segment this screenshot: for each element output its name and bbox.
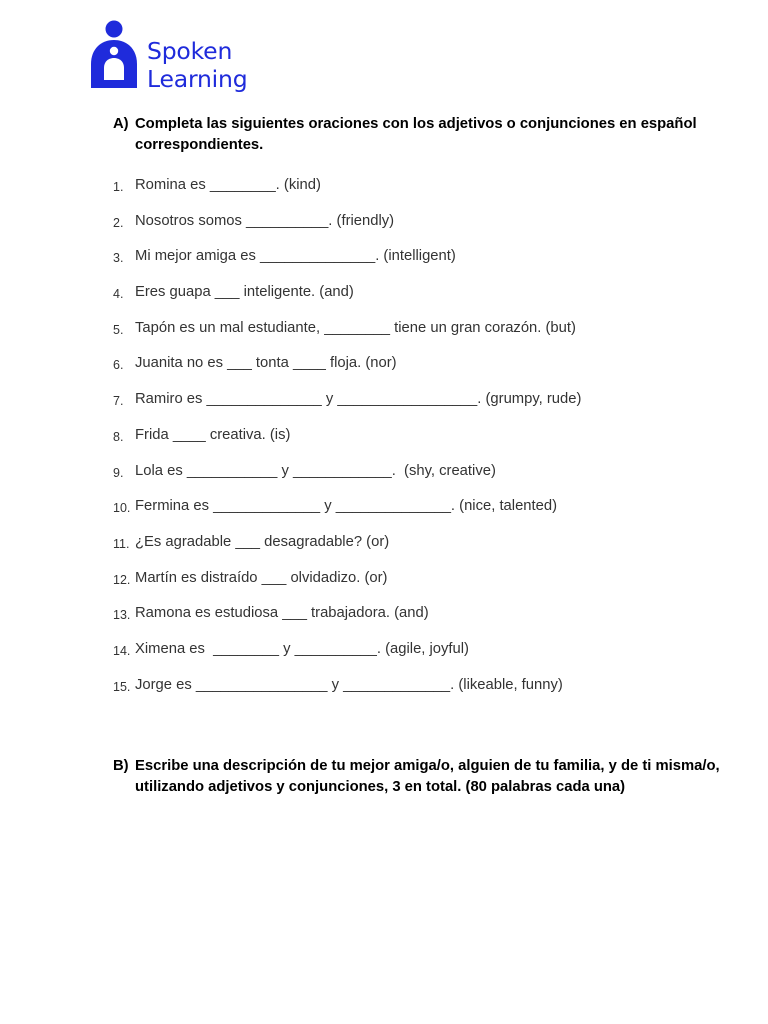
item-number: 1. (113, 180, 124, 194)
exercise-item (113, 603, 581, 639)
item-number: 2. (113, 215, 124, 230)
section-a-heading (113, 114, 733, 156)
exercise-item (113, 496, 581, 532)
item-text: Lola es ___________ y ____________. (shy, creative) (135, 462, 496, 479)
section-a-instruction: Completa las siguientes oraciones con los adjetivos o conjunciones en español correspondientes. (135, 116, 697, 153)
exercise-item (113, 282, 581, 318)
brand-name-line2: Learning (147, 65, 248, 93)
item-number: 4. (113, 287, 124, 302)
item-text: Ramiro es ______________ y _________________. (grumpy, rude) (135, 391, 582, 408)
exercise-item (113, 246, 581, 282)
item-number: 5. (113, 322, 124, 337)
item-text: Jorge es ________________ y _____________. (likeable, funny) (135, 676, 563, 693)
exercise-item (113, 389, 581, 425)
item-text: Mi mejor amiga es ______________. (intelligent) (135, 248, 456, 265)
item-text: ¿Es agradable ___ desagradable? (or) (135, 533, 390, 550)
exercise-item (113, 353, 581, 389)
item-number: 12. (113, 572, 131, 587)
section-b-heading (113, 756, 753, 798)
section-a-letter: A) (113, 116, 129, 132)
spoken-learning-logo-icon (91, 20, 137, 90)
exercise-item (113, 175, 581, 211)
item-text: Nosotros somos __________. (friendly) (135, 212, 395, 229)
item-text: Juanita no es ___ tonta ____ floja. (nor) (135, 355, 397, 372)
item-number: 3. (113, 251, 124, 266)
item-text: Frida ____ creativa. (is) (135, 426, 291, 443)
exercise-item (113, 532, 581, 568)
exercise-item (113, 318, 581, 354)
exercise-item (113, 461, 581, 497)
item-text: Romina es ________. (kind) (135, 177, 321, 193)
item-number: 13. (113, 608, 131, 623)
exercise-item (113, 568, 581, 604)
item-text: Tapón es un mal estudiante, ________ tiene un gran corazón. (but) (135, 319, 576, 336)
item-number: 7. (113, 394, 124, 409)
exercise-item (113, 639, 581, 675)
exercise-item (113, 425, 581, 461)
item-number: 11. (113, 536, 130, 551)
section-b-instruction: Escribe una descripción de tu mejor amiga/o, alguien de tu familia, y de ti misma/o, utilizando adjetivos y conjunciones, 3 en total. (80 palabras cada una) (135, 758, 720, 795)
exercise-item (113, 211, 581, 247)
exercise-list (113, 175, 581, 710)
exercise-item (113, 675, 581, 711)
brand-name-line1: Spoken (147, 37, 233, 65)
item-number: 8. (113, 429, 124, 444)
item-text: Ximena es ________ y __________. (agile, joyful) (135, 640, 469, 657)
brand-name (147, 37, 247, 93)
item-number: 15. (113, 679, 131, 694)
item-number: 6. (113, 358, 124, 373)
item-text: Fermina es _____________ y ______________. (nice, talented) (135, 498, 558, 515)
item-text: Eres guapa ___ inteligente. (and) (135, 284, 354, 301)
item-number: 14. (113, 643, 131, 658)
item-text: Martín es distraído ___ olvidadizo. (or) (135, 569, 388, 586)
item-text: Ramona es estudiosa ___ trabajadora. (and) (135, 605, 429, 622)
item-number: 9. (113, 465, 124, 480)
section-b-letter: B) (113, 758, 129, 774)
item-number: 10. (113, 501, 131, 516)
